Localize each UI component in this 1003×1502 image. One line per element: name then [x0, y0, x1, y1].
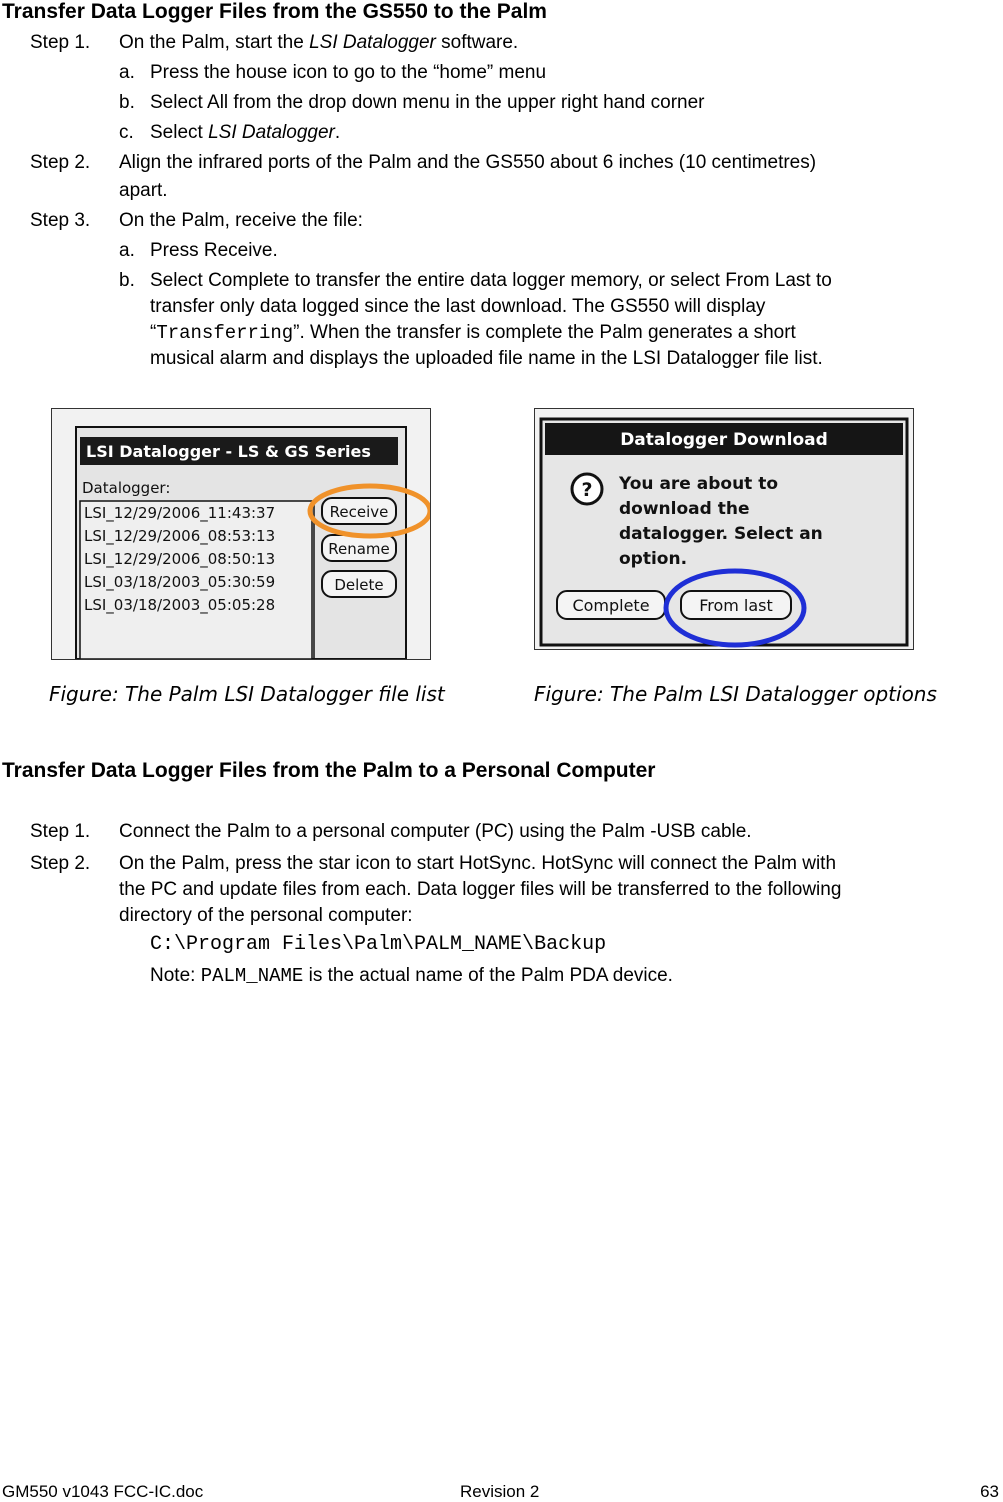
item-label: a. — [119, 62, 135, 83]
item-text: Select All from the drop down menu in the upper right hand corner — [150, 92, 705, 113]
palm-name-token: PALM_NAME — [200, 965, 304, 987]
dialog-message-line: option. — [619, 549, 688, 569]
section-heading-palm-to-pc: Transfer Data Logger Files from the Palm to a Personal Computer — [2, 759, 656, 782]
file-list-item[interactable]: LSI_12/29/2006_08:50:13 — [84, 550, 276, 568]
step-text-line: the PC and update files from each. Data logger files will be transferred to the following — [119, 879, 842, 900]
note — [150, 965, 673, 987]
file-list-item[interactable]: LSI_03/18/2003_05:30:59 — [84, 573, 276, 591]
item-text: Press Receive. — [150, 240, 278, 261]
item-label: b. — [119, 92, 135, 113]
software-name: LSI Datalogger — [309, 32, 436, 53]
dialog-message-line: datalogger. Select an — [619, 524, 823, 544]
footer-page-number: 63 — [980, 1482, 999, 1501]
item-text-part: ”. When the transfer is complete the Palm generates a short — [293, 322, 796, 343]
dialog-message-line: You are about to — [619, 474, 779, 494]
from-last-button-label: From last — [699, 596, 773, 615]
figure-file-list — [51, 408, 431, 660]
software-name: LSI Datalogger — [208, 122, 335, 143]
rename-button-label: Rename — [328, 540, 390, 558]
item-text-part: . — [334, 122, 341, 143]
item-text-line — [150, 322, 796, 344]
item-text — [150, 122, 340, 144]
file-list-item[interactable]: LSI_12/29/2006_11:43:37 — [84, 504, 276, 522]
item-text-line: transfer only data logged since the last download. The GS550 will display — [150, 296, 766, 317]
step-text-part: On the Palm, start the — [119, 32, 310, 53]
step-label: Step 1. — [30, 821, 91, 842]
step-text-line: apart. — [119, 180, 168, 201]
item-text-part: Select — [150, 122, 209, 143]
step-label: Step 3. — [30, 210, 91, 231]
step-text-line: Align the infrared ports of the Palm and the GS550 about 6 inches (10 centimetres) — [119, 152, 817, 173]
step-text-part: software. — [435, 32, 519, 53]
step-text: On the Palm, receive the file: — [119, 210, 363, 231]
file-list-item[interactable]: LSI_03/18/2003_05:05:28 — [84, 596, 276, 614]
item-text: Press the house icon to go to the “home” menu — [150, 62, 547, 83]
complete-button-label: Complete — [572, 596, 650, 615]
figure-download-options — [534, 408, 914, 650]
dialog-message-line: download the — [619, 499, 750, 519]
step-label: Step 2. — [30, 853, 91, 874]
delete-button-label: Delete — [334, 576, 384, 594]
item-label: a. — [119, 240, 135, 261]
item-text-line: musical alarm and displays the uploaded file name in the LSI Datalogger file list. — [150, 348, 823, 369]
section-heading-gs550-to-palm: Transfer Data Logger Files from the GS550 to the Palm — [2, 0, 547, 23]
download-options-screen — [535, 409, 913, 649]
file-list-item[interactable]: LSI_12/29/2006_08:53:13 — [84, 527, 276, 545]
file-list-screen — [52, 409, 430, 659]
step-label: Step 1. — [30, 32, 91, 53]
footer-revision: Revision 2 — [460, 1482, 540, 1501]
dialog-title: Datalogger Download — [620, 430, 828, 450]
figure-caption: Figure: The Palm LSI Datalogger file list — [49, 682, 445, 706]
question-icon-glyph: ? — [581, 479, 593, 501]
note-text-part: Note: — [150, 965, 201, 986]
note-text-part: is the actual name of the Palm PDA device. — [303, 965, 673, 986]
step-text: Connect the Palm to a personal computer (PC) using the Palm -USB cable. — [119, 821, 752, 842]
item-text-line: Select Complete to transfer the entire data logger memory, or select From Last to — [150, 270, 832, 291]
list-label: Datalogger: — [82, 479, 171, 497]
item-text-part: “ — [150, 322, 157, 343]
step-label: Step 2. — [30, 152, 91, 173]
step-text-line: On the Palm, press the star icon to start HotSync. HotSync will connect the Palm with — [119, 853, 837, 874]
item-label: b. — [119, 270, 135, 291]
step-text-line: directory of the personal computer: — [119, 905, 413, 926]
footer-document-name: GM550 v1043 FCC-IC.doc — [2, 1482, 204, 1501]
backup-path: C:\Program Files\Palm\PALM_NAME\Backup — [150, 933, 607, 956]
step-text — [119, 32, 518, 54]
receive-button-label: Receive — [329, 503, 389, 521]
item-label: c. — [119, 122, 134, 143]
display-message: Transferring — [156, 322, 294, 344]
screen-title: LSI Datalogger - LS & GS Series — [86, 442, 371, 461]
figure-caption: Figure: The Palm LSI Datalogger options — [534, 682, 937, 706]
